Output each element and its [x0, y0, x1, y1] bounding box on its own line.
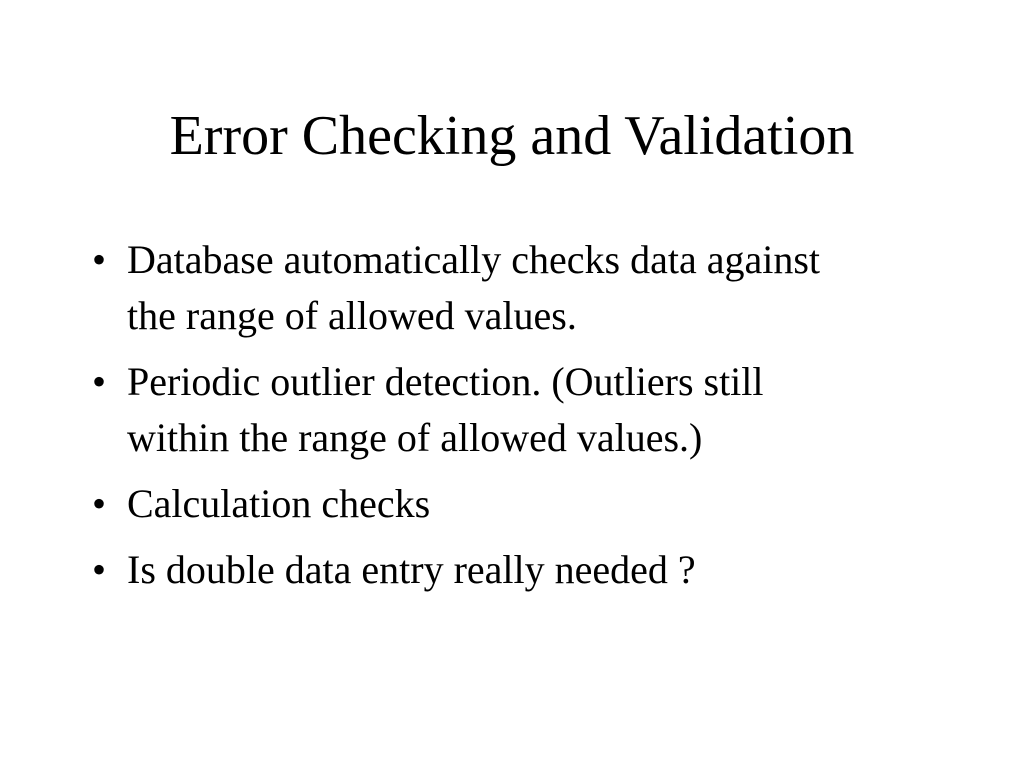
bullet-item-1 [84, 232, 944, 344]
bullet-text-1: Database automatically checks data against the range of allowed values. [127, 237, 821, 338]
bullet-item-2 [84, 354, 944, 466]
bullet-list [84, 232, 944, 608]
bullet-icon: • [91, 237, 106, 282]
bullet-item-3 [84, 476, 944, 532]
bullet-text-4: Is double data entry really needed ? [127, 547, 696, 592]
bullet-item-4 [84, 542, 944, 598]
bullet-icon: • [91, 547, 106, 592]
bullet-text-3: Calculation checks [127, 481, 431, 526]
bullet-icon: • [91, 481, 106, 526]
slide-title: Error Checking and Validation [169, 105, 855, 167]
bullet-text-2: Periodic outlier detection. (Outliers still within the range of allowed values.) [127, 359, 764, 460]
bullet-icon: • [91, 359, 106, 404]
